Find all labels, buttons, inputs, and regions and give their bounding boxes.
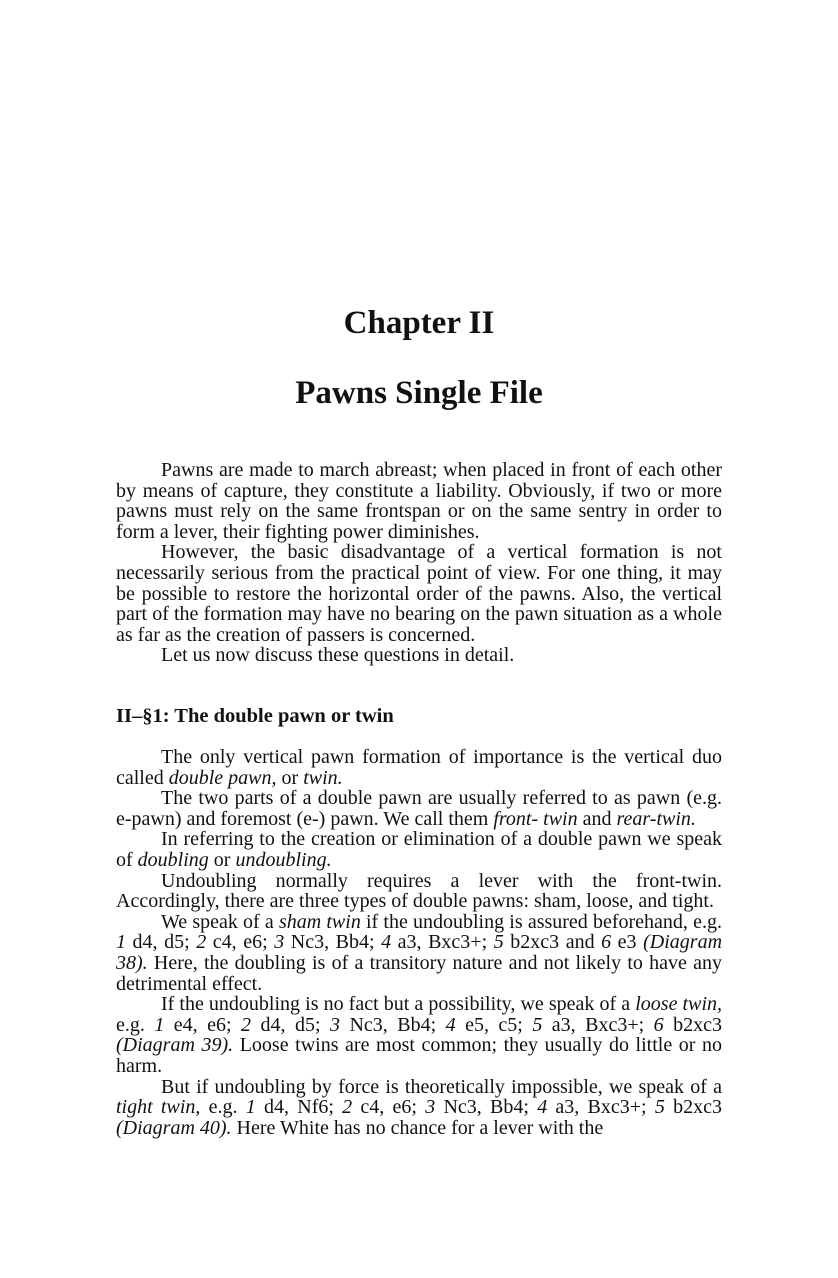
text-run: if the undoubling is assured beforehand, e.g. [360, 910, 722, 933]
move-number: 6 [601, 931, 612, 954]
text-run: b2xc3 [664, 1096, 722, 1119]
text-run: Here White has no chance for a lever with the [231, 1116, 604, 1139]
section-paragraph: Undoubling normally requires a lever with the front-twin. Accordingly, there are three types of double pawns: sham, loose, and tight. [116, 869, 722, 913]
text-run: or [276, 766, 304, 789]
italic-term: undoubling. [235, 848, 332, 871]
move-number: 5 [532, 1013, 543, 1036]
section-paragraph [116, 994, 722, 1076]
section-paragraph [116, 788, 722, 829]
italic-term: front- twin [493, 807, 578, 830]
section-heading: II–§1: The double pawn or twin [116, 705, 394, 727]
section-body [116, 747, 722, 1138]
move-number: 3 [425, 1096, 436, 1119]
text-run: d4, d5; [251, 1013, 330, 1036]
move-number: 4 [445, 1013, 456, 1036]
intro-paragraph: However, the basic disadvantage of a vertical formation is not necessarily serious from the practical point of view. For one thing, it may be possible to restore the horizontal order of the pawns. Also, the vertical part of the formation may have no bearing on the pawn situation as a whole as far as the creation of passers is concerned. [116, 541, 722, 646]
move-number: 4 [381, 931, 392, 954]
text-run: The only vertical pawn formation of importance is the vertical duo called [116, 746, 722, 789]
text-run: a3, Bxc3+; [391, 931, 494, 954]
intro-paragraph: Let us now discuss these questions in detail. [161, 644, 515, 667]
text-run: e3 [611, 931, 644, 954]
text-run: c4, e6; [206, 931, 275, 954]
text-run: In referring to the creation or elimination of a double pawn we speak of [116, 828, 722, 871]
italic-term: rear-twin. [616, 807, 696, 830]
text-run: e5, c5; [455, 1013, 533, 1036]
italic-term: loose twin, [635, 993, 722, 1016]
section-paragraph [116, 747, 722, 788]
move-number: 5 [493, 931, 504, 954]
text-run: Nc3, Bb4; [340, 1013, 446, 1036]
move-number: 2 [342, 1096, 353, 1119]
text-run: Here, the doubling is of a transitory nature and not likely to have any detrimental effect. [116, 951, 722, 995]
move-number: 1 [154, 1013, 165, 1036]
chapter-number: Chapter II [343, 305, 495, 341]
italic-term: twin. [303, 766, 343, 789]
text-run: But if undoubling by force is theoretically impossible, we speak of a [161, 1075, 722, 1098]
section-paragraph [116, 1077, 722, 1139]
move-number: 6 [653, 1013, 664, 1036]
text-run: d4, Nf6; [255, 1096, 343, 1119]
text-run: c4, e6; [352, 1096, 426, 1119]
text-run: If the undoubling is no fact but a possibility, we speak of a [161, 993, 636, 1016]
move-number: 3 [274, 931, 285, 954]
text-run: Nc3, Bb4; [284, 931, 382, 954]
move-number: 5 [654, 1096, 665, 1119]
text-run: Nc3, Bb4; [435, 1096, 538, 1119]
diagram-reference: (Diagram 38). [116, 931, 723, 974]
italic-term: sham twin [278, 910, 361, 933]
text-run: and [577, 807, 617, 830]
move-number: 4 [537, 1096, 548, 1119]
text-run: Loose twins are most common; they usually do little or no harm. [116, 1034, 722, 1077]
section-paragraph [116, 829, 722, 870]
text-run: b2xc3 [663, 1013, 722, 1036]
move-number: 2 [241, 1013, 252, 1036]
move-number: 1 [245, 1096, 256, 1119]
move-number: 1 [116, 931, 126, 954]
text-run: e4, e6; [164, 1013, 242, 1036]
text-run: a3, Bxc3+; [542, 1013, 654, 1036]
move-number: 2 [196, 931, 207, 954]
text-run: e.g. [200, 1096, 246, 1119]
text-run: The two parts of a double pawn are usually referred to as pawn (e.g. e-pawn) and foremost (e-) pawn. We call them [116, 787, 722, 830]
text-run: or [208, 848, 236, 871]
text-run: b2xc3 and [503, 931, 602, 954]
text-run: a3, Bxc3+; [547, 1096, 655, 1119]
intro-paragraph: Pawns are made to march abreast; when placed in front of each other by means of capture, they constitute a liability. Obviously, if two or more pawns must rely on the same frontspan or on the same sentry in order to form a lever, their fighting power diminishes. [116, 459, 722, 543]
diagram-reference: (Diagram 39). [116, 1034, 234, 1057]
italic-term: tight twin, [116, 1096, 201, 1119]
diagram-reference: (Diagram 40). [116, 1116, 232, 1139]
italic-term: doubling [137, 848, 209, 871]
section-paragraph [116, 912, 722, 994]
italic-term: double pawn, [168, 766, 277, 789]
move-number: 3 [330, 1013, 340, 1036]
chapter-intro [116, 460, 722, 666]
text-run: We speak of a [161, 910, 279, 933]
chapter-title: Pawns Single File [295, 375, 543, 411]
text-run: e.g. [116, 1013, 155, 1036]
text-run: d4, d5; [126, 931, 197, 954]
